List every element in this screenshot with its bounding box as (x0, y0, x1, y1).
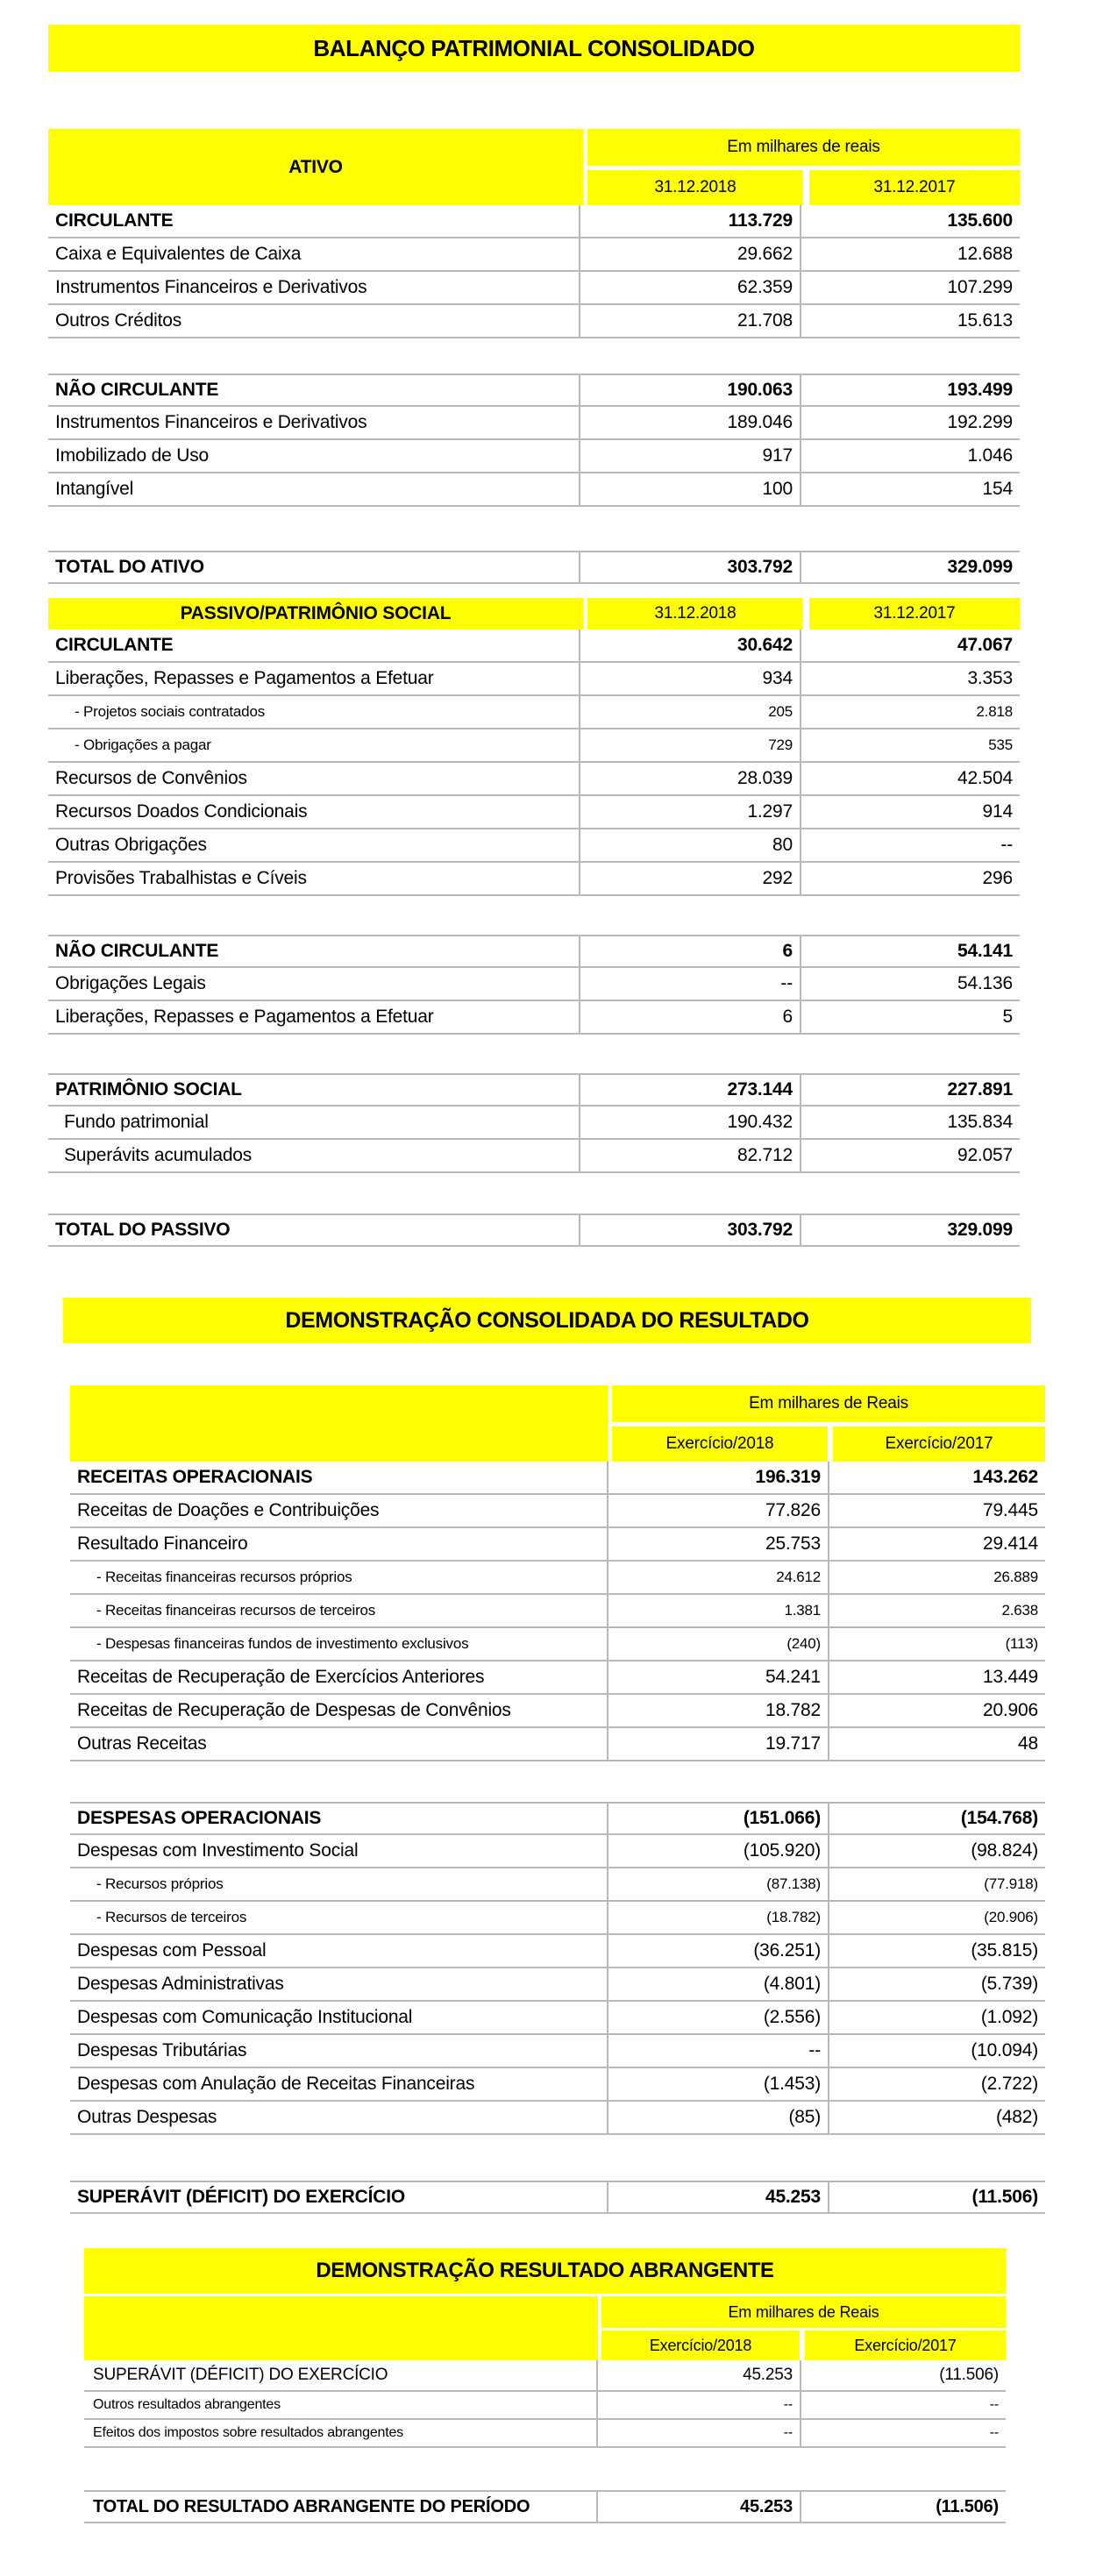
table-row (48, 829, 1020, 863)
value-2018: 196.319 (607, 1462, 828, 1493)
table-row (70, 1662, 1045, 1695)
value-2017: (11.506) (828, 2182, 1045, 2212)
value-2018: 25.753 (607, 1528, 828, 1560)
value-2017: 535 (800, 729, 1020, 761)
value-2017: -- (800, 2392, 1006, 2418)
row-label: Instrumentos Financeiros e Derivativos (55, 412, 367, 432)
row-label: Liberações, Repasses e Pagamentos a Efetuar (55, 1007, 434, 1027)
value-2018: 729 (579, 729, 800, 761)
table-row (84, 2392, 1006, 2420)
table-row (70, 1628, 1045, 1662)
table-row (48, 1140, 1020, 1173)
ativo-header-cell: ATIVO (48, 129, 583, 205)
unit-header-cell: Em milhares de Reais (612, 1385, 1045, 1422)
table-row (70, 2002, 1045, 2035)
row-label: - Receitas financeiras recursos próprios (96, 1569, 352, 1585)
value-2017: (77.918) (828, 1868, 1045, 1900)
table-row (70, 1968, 1045, 2002)
row-label: Despesas com Comunicação Institucional (77, 2007, 413, 2027)
value-2018: 189.046 (579, 407, 800, 438)
table-row (70, 1835, 1045, 1868)
row-label: Despesas com Pessoal (77, 1940, 267, 1960)
value-2018: 190.432 (579, 1107, 800, 1138)
row-label: NÃO CIRCULANTE (55, 380, 219, 400)
value-2018: 1.381 (607, 1595, 828, 1626)
row-label: Despesas com Anulação de Receitas Financeiras (77, 2074, 475, 2094)
row-label: TOTAL DO ATIVO (55, 557, 204, 577)
value-2017: 54.136 (800, 968, 1020, 1000)
row-label: Receitas de Recuperação de Despesas de Convênios (77, 1700, 511, 1720)
table-row (84, 2490, 1006, 2523)
value-2018: (240) (607, 1628, 828, 1660)
value-2018: 1.297 (579, 796, 800, 828)
balance-sheet-title: BALANÇO PATRIMONIAL CONSOLIDADO (48, 25, 1020, 72)
table-section (48, 205, 1020, 338)
value-2017: (2.722) (828, 2068, 1045, 2100)
table-section (48, 551, 1020, 584)
comprehensive-result-title: DEMONSTRAÇÃO RESULTADO ABRANGENTE (84, 2248, 1006, 2294)
year-2018-header: 31.12.2018 (587, 170, 803, 205)
table-row (48, 696, 1020, 729)
table-row (70, 1902, 1045, 1935)
table-row (48, 663, 1020, 696)
value-2017: 92.057 (800, 1140, 1020, 1171)
table-row (48, 1213, 1020, 1247)
row-label: - Obrigações a pagar (75, 737, 211, 753)
table-row (70, 1595, 1045, 1628)
row-label: SUPERÁVIT (DÉFICIT) DO EXERCÍCIO (77, 2187, 405, 2207)
passivo-rows (48, 630, 1020, 1247)
table-row (48, 238, 1020, 272)
row-label: NÃO CIRCULANTE (55, 941, 219, 961)
row-label: Recursos Doados Condicionais (55, 801, 308, 822)
value-2017: 296 (800, 863, 1020, 894)
value-2017: 143.262 (828, 1462, 1045, 1493)
table-row (48, 205, 1020, 238)
row-label: Efeitos dos impostos sobre resultados abrangentes (93, 2425, 403, 2440)
table-row (84, 2360, 1006, 2392)
value-2017: 20.906 (828, 1695, 1045, 1726)
value-2017: 135.600 (800, 205, 1020, 237)
value-2017: 135.834 (800, 1107, 1020, 1138)
value-2018: 29.662 (579, 238, 800, 270)
value-2017: 79.445 (828, 1495, 1045, 1526)
table-row (70, 1868, 1045, 1902)
table-row (70, 1495, 1045, 1528)
table-row (48, 1107, 1020, 1140)
value-2017: (482) (828, 2102, 1045, 2133)
ativo-rows (48, 205, 1020, 584)
unit-header-cell: Em milhares de Reais (601, 2296, 1006, 2328)
table-section (48, 374, 1020, 507)
table-row (48, 374, 1020, 407)
value-2018: (2.556) (607, 2002, 828, 2033)
value-2018: 917 (579, 440, 800, 472)
table-row (70, 1562, 1045, 1595)
value-2017: 914 (800, 796, 1020, 828)
year-2017-header: 31.12.2017 (809, 170, 1020, 205)
row-label: - Receitas financeiras recursos de terceiros (96, 1602, 376, 1619)
balance-sheet-table (48, 129, 1020, 1247)
table-section (48, 1213, 1020, 1247)
row-label: CIRCULANTE (55, 210, 174, 231)
table-row (48, 272, 1020, 305)
table-row (48, 796, 1020, 829)
value-2017: 1.046 (800, 440, 1020, 472)
row-label: - Projetos sociais contratados (75, 703, 265, 720)
table-row (70, 1462, 1045, 1495)
value-2018: (1.453) (607, 2068, 828, 2100)
row-label: CIRCULANTE (55, 635, 174, 655)
row-label: DESPESAS OPERACIONAIS (77, 1808, 322, 1828)
value-2018: 113.729 (579, 205, 800, 237)
exercise-2018-header: Exercício/2018 (601, 2330, 800, 2360)
table-row (48, 729, 1020, 763)
table-section (48, 1073, 1020, 1173)
empty-header-cell (70, 1385, 608, 1462)
value-2018: 30.642 (579, 630, 800, 661)
value-2018: (36.251) (607, 1935, 828, 1967)
value-2018: 303.792 (579, 1215, 800, 1245)
table-row (48, 305, 1020, 338)
table-row (48, 935, 1020, 968)
value-2017: 3.353 (800, 663, 1020, 694)
value-2017: 107.299 (800, 272, 1020, 303)
income-statement-table (70, 1385, 1045, 2214)
row-label: Instrumentos Financeiros e Derivativos (55, 277, 367, 297)
value-2017: -- (800, 2420, 1006, 2446)
row-label: Obrigações Legais (55, 973, 206, 993)
value-2017: 26.889 (828, 1562, 1045, 1593)
value-2018: 205 (579, 696, 800, 728)
table-row (48, 473, 1020, 507)
table-row (48, 440, 1020, 473)
row-label: Superávits acumulados (64, 1145, 253, 1165)
value-2018: (151.066) (607, 1804, 828, 1833)
value-2018: (18.782) (607, 1902, 828, 1933)
table-row (48, 1073, 1020, 1107)
table-row (48, 763, 1020, 796)
table-row (70, 2102, 1045, 2135)
value-2018: 45.253 (607, 2182, 828, 2212)
value-2018: 45.253 (596, 2360, 800, 2390)
value-2018: 24.612 (607, 1562, 828, 1593)
value-2017: (11.506) (800, 2360, 1006, 2390)
row-label: Outros Créditos (55, 310, 182, 331)
exercise-2017-header: Exercício/2017 (833, 1427, 1045, 1462)
value-2017: 29.414 (828, 1528, 1045, 1560)
row-label: Imobilizado de Uso (55, 445, 209, 466)
row-label: Recursos de Convênios (55, 768, 247, 788)
row-label: Outras Obrigações (55, 835, 207, 855)
comprehensive-result-table (84, 2248, 1006, 2523)
table-row (70, 1935, 1045, 1968)
abr-rows (84, 2360, 1006, 2523)
row-label: PATRIMÔNIO SOCIAL (55, 1079, 242, 1099)
dre-table-header (70, 1385, 1045, 1462)
row-label: - Recursos de terceiros (96, 1909, 247, 1925)
row-label: RECEITAS OPERACIONAIS (77, 1467, 313, 1487)
row-label: Receitas de Recuperação de Exercícios Anteriores (77, 1667, 485, 1687)
row-label: Caixa e Equivalentes de Caixa (55, 244, 302, 264)
value-2017: (113) (828, 1628, 1045, 1660)
year-header-row (587, 170, 1020, 205)
row-label: Despesas Tributárias (77, 2040, 247, 2060)
dre-rows (70, 1462, 1045, 2214)
row-label: - Recursos próprios (96, 1875, 224, 1892)
ativo-table-header (48, 129, 1020, 205)
table-row (48, 1001, 1020, 1035)
year-header-row (601, 2330, 1006, 2360)
value-2018: 28.039 (579, 763, 800, 794)
value-2018: 303.792 (579, 552, 800, 582)
value-2018: 82.712 (579, 1140, 800, 1171)
table-row (70, 1528, 1045, 1562)
value-2018: 934 (579, 663, 800, 694)
value-2017: 54.141 (800, 936, 1020, 966)
table-section (84, 2360, 1006, 2448)
income-statement-title: DEMONSTRAÇÃO CONSOLIDADA DO RESULTADO (63, 1298, 1031, 1343)
value-2017: (5.739) (828, 1968, 1045, 2000)
table-row (48, 551, 1020, 584)
value-2017: 329.099 (800, 552, 1020, 582)
row-label: - Despesas financeiras fundos de investimento exclusivos (96, 1635, 469, 1652)
value-2017: 193.499 (800, 375, 1020, 405)
value-2018: -- (596, 2420, 800, 2446)
value-2018: 62.359 (579, 272, 800, 303)
value-2018: 6 (579, 1001, 800, 1033)
table-row (84, 2420, 1006, 2448)
value-2018: 292 (579, 863, 800, 894)
empty-header-cell (84, 2296, 598, 2360)
row-label: Liberações, Repasses e Pagamentos a Efetuar (55, 668, 434, 688)
value-2017: 15.613 (800, 305, 1020, 337)
value-2018: 45.253 (596, 2492, 800, 2522)
year-2018-header: 31.12.2018 (587, 598, 803, 630)
value-2018: -- (579, 968, 800, 1000)
year-2017-header: 31.12.2017 (809, 598, 1020, 630)
value-2017: 192.299 (800, 407, 1020, 438)
table-row (70, 2068, 1045, 2102)
passivo-table-header (48, 598, 1020, 630)
row-label: Despesas com Investimento Social (77, 1840, 359, 1861)
table-section (48, 935, 1020, 1035)
abr-table-header (84, 2296, 1006, 2360)
value-2017: (154.768) (828, 1804, 1045, 1833)
year-header-row (612, 1427, 1045, 1462)
row-label: Resultado Financeiro (77, 1534, 248, 1554)
table-section (70, 2181, 1045, 2214)
table-row (70, 1802, 1045, 1835)
value-2018: -- (607, 2035, 828, 2067)
value-2018: 100 (579, 473, 800, 505)
table-row (48, 630, 1020, 663)
value-2017: (98.824) (828, 1835, 1045, 1867)
table-row (48, 863, 1020, 896)
value-2018: 77.826 (607, 1495, 828, 1526)
table-row (70, 2035, 1045, 2068)
value-2017: 12.688 (800, 238, 1020, 270)
header-gap (803, 598, 809, 630)
table-section (70, 1462, 1045, 1761)
value-2018: 18.782 (607, 1695, 828, 1726)
row-label: Despesas Administrativas (77, 1974, 284, 1994)
value-2018: (4.801) (607, 1968, 828, 2000)
unit-header-cell: Em milhares de reais (587, 129, 1020, 166)
passivo-header-cell: PASSIVO/PATRIMÔNIO SOCIAL (48, 598, 583, 630)
row-label: TOTAL DO PASSIVO (55, 1220, 231, 1240)
row-label: Outras Despesas (77, 2107, 217, 2127)
row-label: Outras Receitas (77, 1733, 207, 1754)
row-label: Provisões Trabalhistas e Cíveis (55, 868, 307, 888)
value-2017: (1.092) (828, 2002, 1045, 2033)
table-section (48, 630, 1020, 896)
value-2017: (10.094) (828, 2035, 1045, 2067)
value-2018: 19.717 (607, 1728, 828, 1760)
header-gap (803, 170, 809, 205)
value-2017: 48 (828, 1728, 1045, 1760)
value-2017: 329.099 (800, 1215, 1020, 1245)
exercise-2018-header: Exercício/2018 (612, 1427, 828, 1462)
row-label: Fundo patrimonial (64, 1112, 209, 1132)
value-2017: 13.449 (828, 1662, 1045, 1693)
table-section (70, 1802, 1045, 2135)
row-label: Receitas de Doações e Contribuições (77, 1500, 380, 1520)
value-2018: (105.920) (607, 1835, 828, 1867)
table-section (84, 2490, 1006, 2523)
value-2017: (20.906) (828, 1902, 1045, 1933)
value-2017: 5 (800, 1001, 1020, 1033)
value-2018: (85) (607, 2102, 828, 2133)
value-2017: (35.815) (828, 1935, 1045, 1967)
value-2017: 42.504 (800, 763, 1020, 794)
table-row (70, 2181, 1045, 2214)
value-2017: 2.638 (828, 1595, 1045, 1626)
value-2017: -- (800, 829, 1020, 861)
value-2017: 47.067 (800, 630, 1020, 661)
value-2018: 273.144 (579, 1075, 800, 1105)
table-row (70, 1695, 1045, 1728)
value-2017: 2.818 (800, 696, 1020, 728)
table-row (48, 407, 1020, 440)
table-row (70, 1728, 1045, 1761)
value-2017: 154 (800, 473, 1020, 505)
value-2017: (11.506) (800, 2492, 1006, 2522)
value-2018: 190.063 (579, 375, 800, 405)
row-label: Outros resultados abrangentes (93, 2397, 281, 2412)
value-2018: 21.708 (579, 305, 800, 337)
exercise-2017-header: Exercício/2017 (805, 2330, 1006, 2360)
table-row (48, 968, 1020, 1001)
value-2018: (87.138) (607, 1868, 828, 1900)
row-label: TOTAL DO RESULTADO ABRANGENTE DO PERÍODO (93, 2496, 530, 2516)
row-label: SUPERÁVIT (DÉFICIT) DO EXERCÍCIO (93, 2366, 388, 2384)
value-2018: -- (596, 2392, 800, 2418)
value-2018: 54.241 (607, 1662, 828, 1693)
row-label: Intangível (55, 479, 134, 499)
value-2018: 80 (579, 829, 800, 861)
value-2018: 6 (579, 936, 800, 966)
value-2017: 227.891 (800, 1075, 1020, 1105)
